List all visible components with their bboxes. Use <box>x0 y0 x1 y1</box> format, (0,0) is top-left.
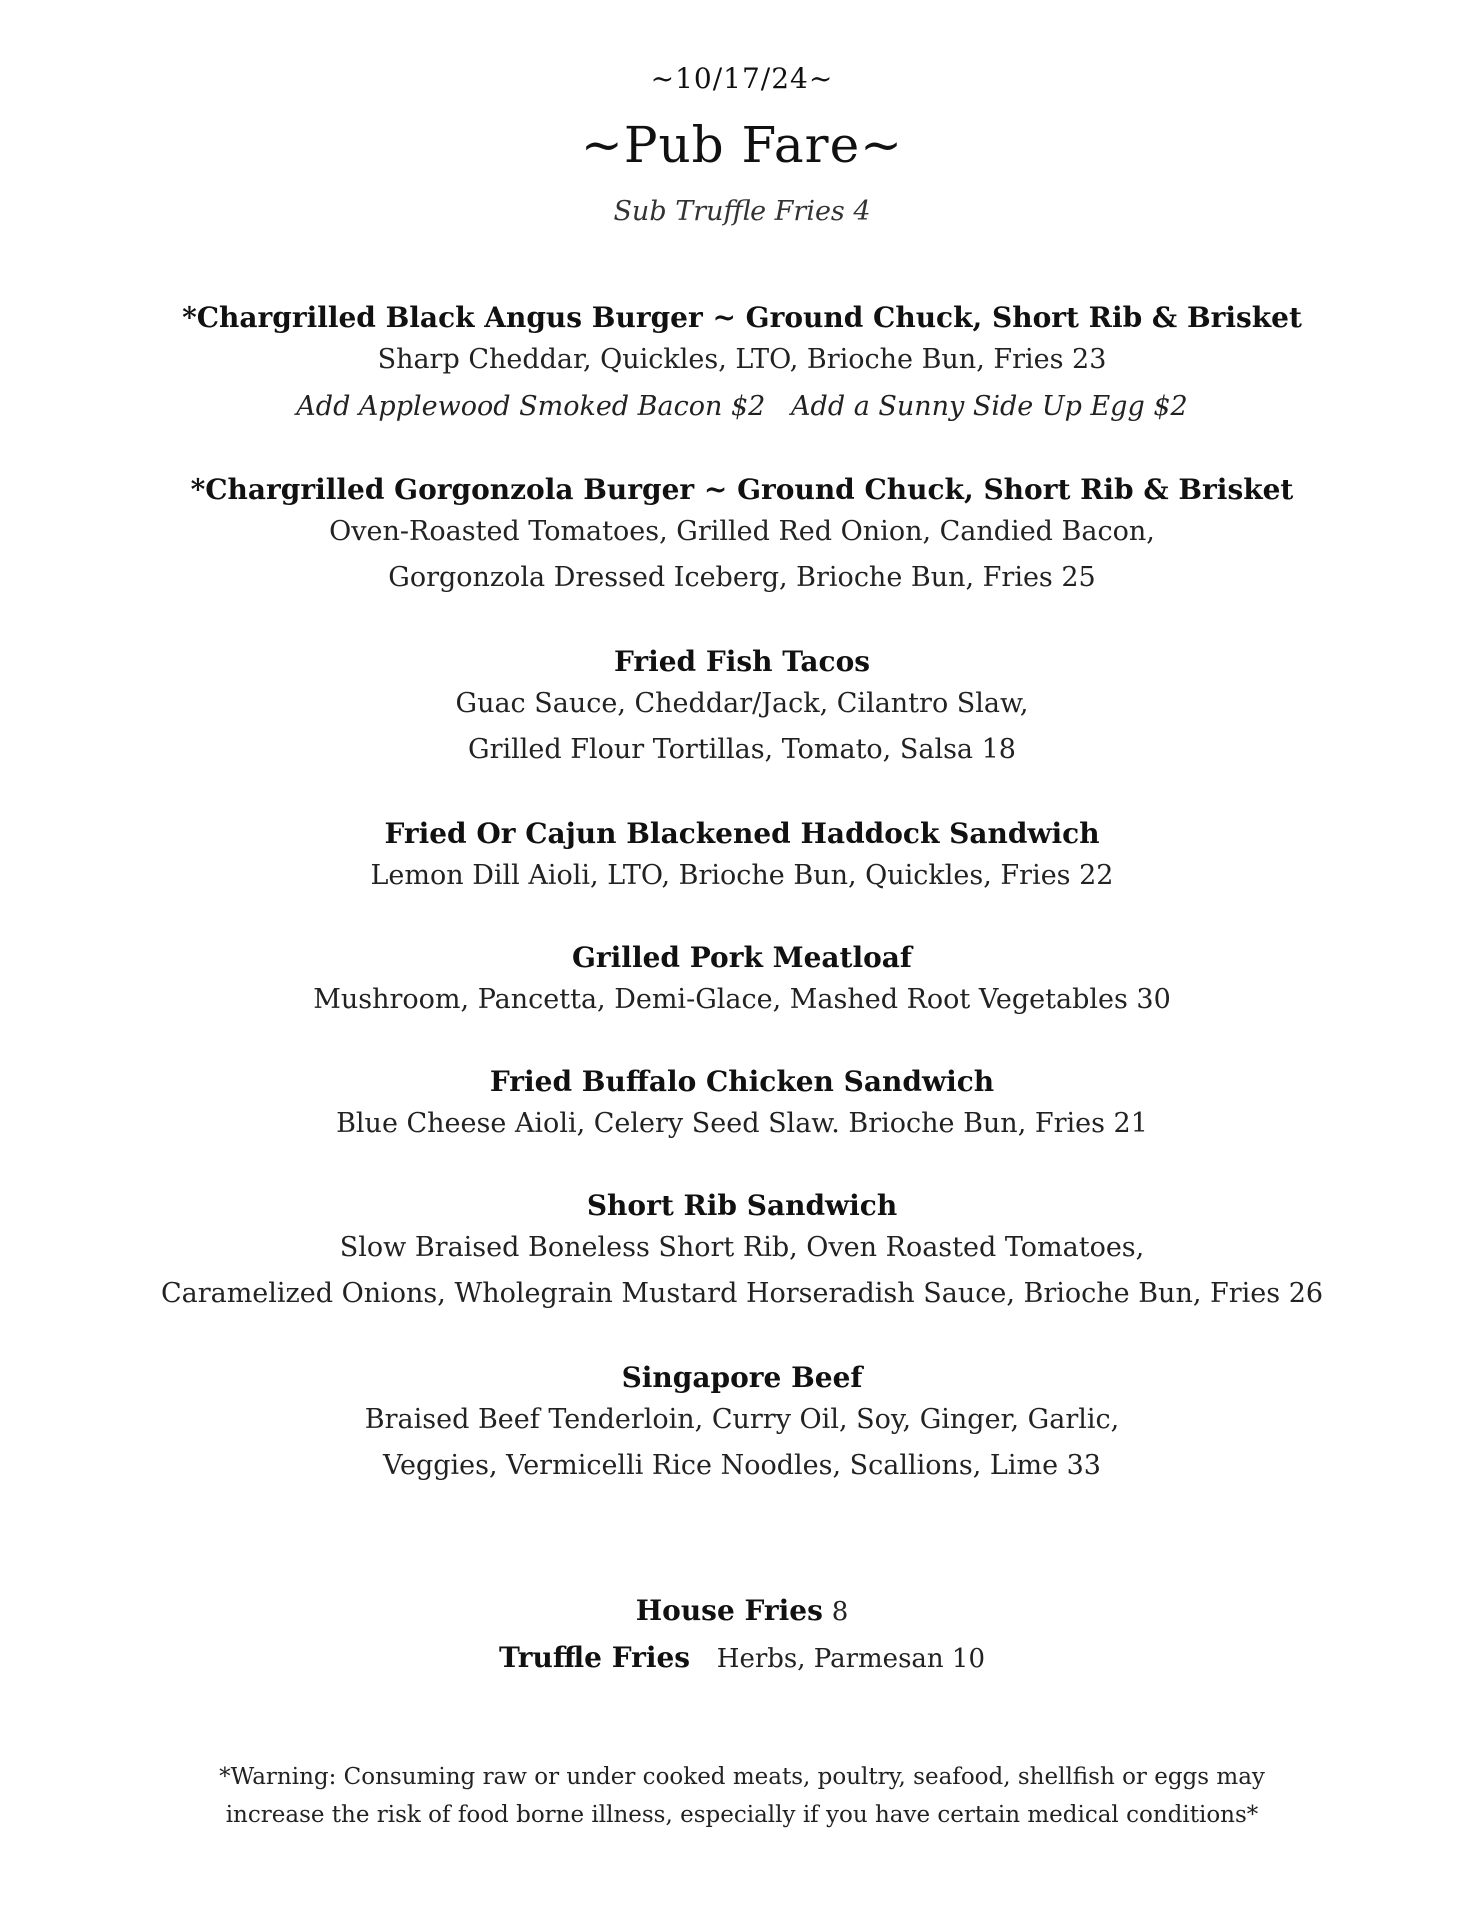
item-description: Blue Cheese Aioli, Celery Seed Slaw. Brioche Bun, Fries 21 <box>336 1108 1148 1139</box>
health-warning <box>0 1758 1484 1834</box>
sides-section <box>0 1588 1484 1682</box>
item-name: Fried Buffalo Chicken Sandwich <box>489 1065 995 1098</box>
item-name: Fried Fish Tacos <box>613 645 871 678</box>
item-description: Gorgonzola Dressed Iceberg, Brioche Bun, Fries 25 <box>388 562 1096 593</box>
item-description: Oven-Roasted Tomatoes, Grilled Red Onion, Candied Bacon, <box>329 516 1155 547</box>
warning-line: increase the risk of food borne illness, especially if you have certain medical conditions* <box>225 1802 1259 1828</box>
item-name: Grilled Pork Meatloaf <box>572 941 912 974</box>
item-description: Guac Sauce, Cheddar/Jack, Cilantro Slaw, <box>455 688 1029 719</box>
menu-item-buffalo-chicken-sandwich <box>0 1062 1484 1146</box>
menu-item-black-angus-burger <box>0 298 1484 432</box>
side-name: House Fries <box>635 1594 823 1627</box>
menu-item-fish-tacos <box>0 642 1484 774</box>
item-name: *Chargrilled Gorgonzola Burger ~ Ground Chuck, Short Rib & Brisket <box>190 473 1294 506</box>
menu-subtitle: Sub Truffle Fries 4 <box>613 196 871 227</box>
menu-date: ~10/17/24~ <box>650 62 834 95</box>
menu-item-haddock-sandwich <box>0 814 1484 898</box>
item-description: Slow Braised Boneless Short Rib, Oven Roasted Tomatoes, <box>339 1232 1145 1263</box>
item-name: Short Rib Sandwich <box>586 1189 898 1222</box>
item-description: Sharp Cheddar, Quickles, LTO, Brioche Bun, Fries 23 <box>377 344 1107 375</box>
menu-title: ~Pub Fare~ <box>580 116 904 174</box>
menu-item-gorgonzola-burger <box>0 470 1484 602</box>
item-description: Lemon Dill Aioli, LTO, Brioche Bun, Quickles, Fries 22 <box>370 860 1114 891</box>
side-name: Truffle Fries <box>498 1641 691 1674</box>
side-truffle-fries <box>0 1635 1484 1682</box>
item-description: Braised Beef Tenderloin, Curry Oil, Soy, Ginger, Garlic, <box>364 1404 1120 1435</box>
item-description: Mushroom, Pancetta, Demi-Glace, Mashed Root Vegetables 30 <box>313 984 1171 1015</box>
item-name: Singapore Beef <box>621 1361 863 1394</box>
menu-item-short-rib-sandwich <box>0 1186 1484 1318</box>
side-house-fries <box>0 1588 1484 1635</box>
item-name: Fried Or Cajun Blackened Haddock Sandwich <box>384 817 1100 850</box>
warning-line: *Warning: Consuming raw or under cooked meats, poultry, seafood, shellfish or eggs may <box>219 1764 1265 1790</box>
item-name: *Chargrilled Black Angus Burger ~ Ground Chuck, Short Rib & Brisket <box>182 301 1302 334</box>
item-description: Veggies, Vermicelli Rice Noodles, Scallions, Lime 33 <box>382 1450 1101 1481</box>
item-description: Grilled Flour Tortillas, Tomato, Salsa 18 <box>468 734 1016 765</box>
side-detail: Herbs, Parmesan 10 <box>716 1644 986 1674</box>
item-addons: Add Applewood Smoked Bacon $2 Add a Sunny Side Up Egg $2 <box>296 391 1188 422</box>
menu-item-singapore-beef <box>0 1358 1484 1490</box>
menu-item-pork-meatloaf <box>0 938 1484 1022</box>
menu-items <box>0 298 1484 1490</box>
item-description: Caramelized Onions, Wholegrain Mustard Horseradish Sauce, Brioche Bun, Fries 26 <box>160 1278 1324 1309</box>
side-detail: 8 <box>831 1597 849 1627</box>
